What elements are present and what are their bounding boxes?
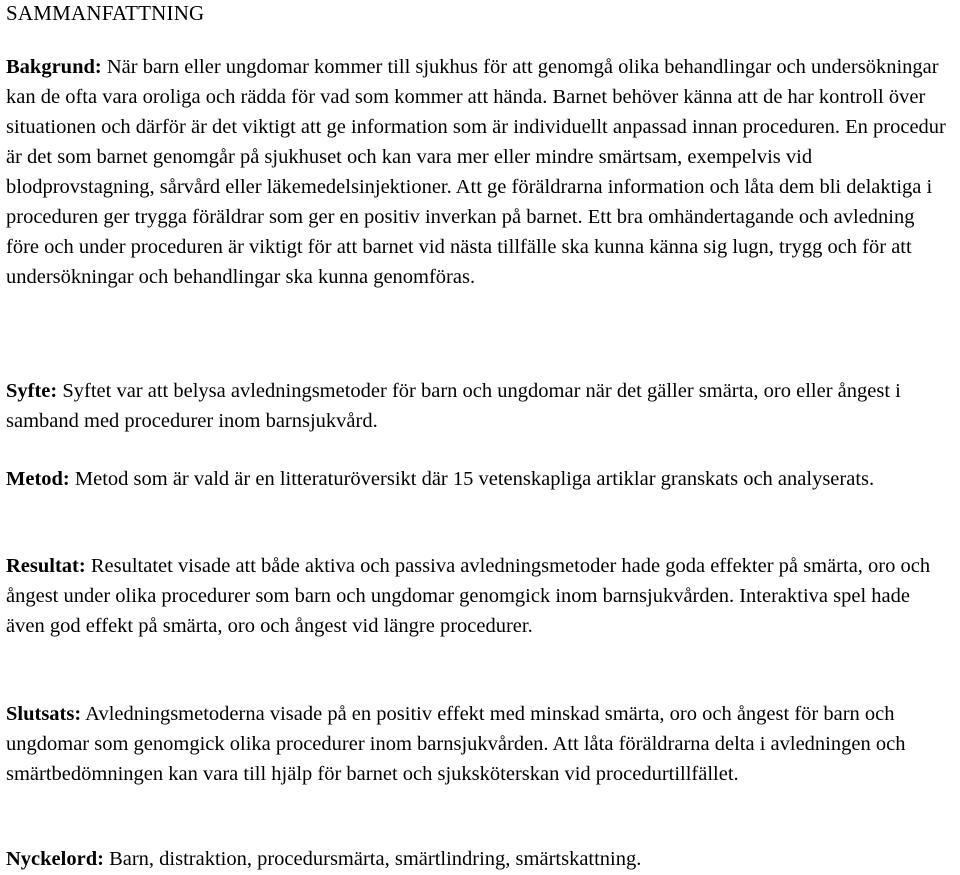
nyckelord-text: Barn, distraktion, procedursmärta, smärtlindring, smärtskattning. <box>103 848 642 870</box>
syfte-heading: Syfte: <box>6 380 58 402</box>
nyckelord-paragraph <box>6 844 952 874</box>
metod-paragraph <box>6 464 952 494</box>
syfte-text: Syftet var att belysa avledningsmetoder för barn och ungdomar när det gäller smärta, oro eller ångest i samband med procedurer inom barnsjukvård. <box>6 380 901 432</box>
resultat-heading: Resultat: <box>6 555 86 577</box>
metod-text: Metod som är vald är en litteraturöversikt där 15 vetenskapliga artiklar granskats och analyserats. <box>69 468 875 490</box>
nyckelord-heading: Nyckelord: <box>6 848 104 870</box>
section-slutsats <box>6 699 952 789</box>
resultat-paragraph <box>6 551 952 641</box>
metod-heading: Metod: <box>6 468 70 490</box>
title-block <box>6 0 204 26</box>
page-title: SAMMANFATTNING <box>6 1 205 25</box>
section-bakgrund <box>6 52 952 292</box>
slutsats-heading: Slutsats: <box>6 703 82 725</box>
syfte-paragraph <box>6 376 952 436</box>
section-nyckelord <box>6 844 952 874</box>
section-metod <box>6 464 952 494</box>
slutsats-text: Avledningsmetoderna visade på en positiv effekt med minskad smärta, oro och ångest för barn och ungdomar som genomgick olika procedurer inom barnsjukvården. Att låta föräldrarna delta i avledningen och smärtbedömningen kan vara till hjälp för barnet och sjuksköterskan vid procedurtillfället. <box>6 703 906 785</box>
section-resultat <box>6 551 952 641</box>
bakgrund-heading: Bakgrund: <box>6 56 102 78</box>
bakgrund-paragraph <box>6 52 952 292</box>
slutsats-paragraph <box>6 699 952 789</box>
resultat-text: Resultatet visade att både aktiva och passiva avledningsmetoder hade goda effekter på smärta, oro och ångest under olika procedurer som barn och ungdomar genomgick inom barnsjukvården. Interaktiva spel hade även god effekt på smärta, oro och ångest vid längre procedurer. <box>6 555 931 637</box>
section-syfte <box>6 376 952 436</box>
bakgrund-text: När barn eller ungdomar kommer till sjukhus för att genomgå olika behandlingar och undersökningar kan de ofta vara oroliga och rädda för vad som kommer att hända. Barnet behöver känna att de har kontroll över situationen och därför är det viktigt att ge information som är individuellt anpassad innan proceduren. En procedur är det som barnet genomgår på sjukhuset och kan vara mer eller mindre smärtsam, exempelvis vid blodprovstagning, sårvård eller läkemedelsinjektioner. Att ge föräldrarna information och låta dem bli delaktiga i proceduren ger trygga föräldrar som ger en positiv inverkan på barnet. Ett bra omhändertagande och avledning före och under proceduren är viktigt för att barnet vid nästa tillfälle ska kunna känna sig lugn, trygg och för att undersökningar och behandlingar ska kunna genomföras. <box>6 56 946 288</box>
